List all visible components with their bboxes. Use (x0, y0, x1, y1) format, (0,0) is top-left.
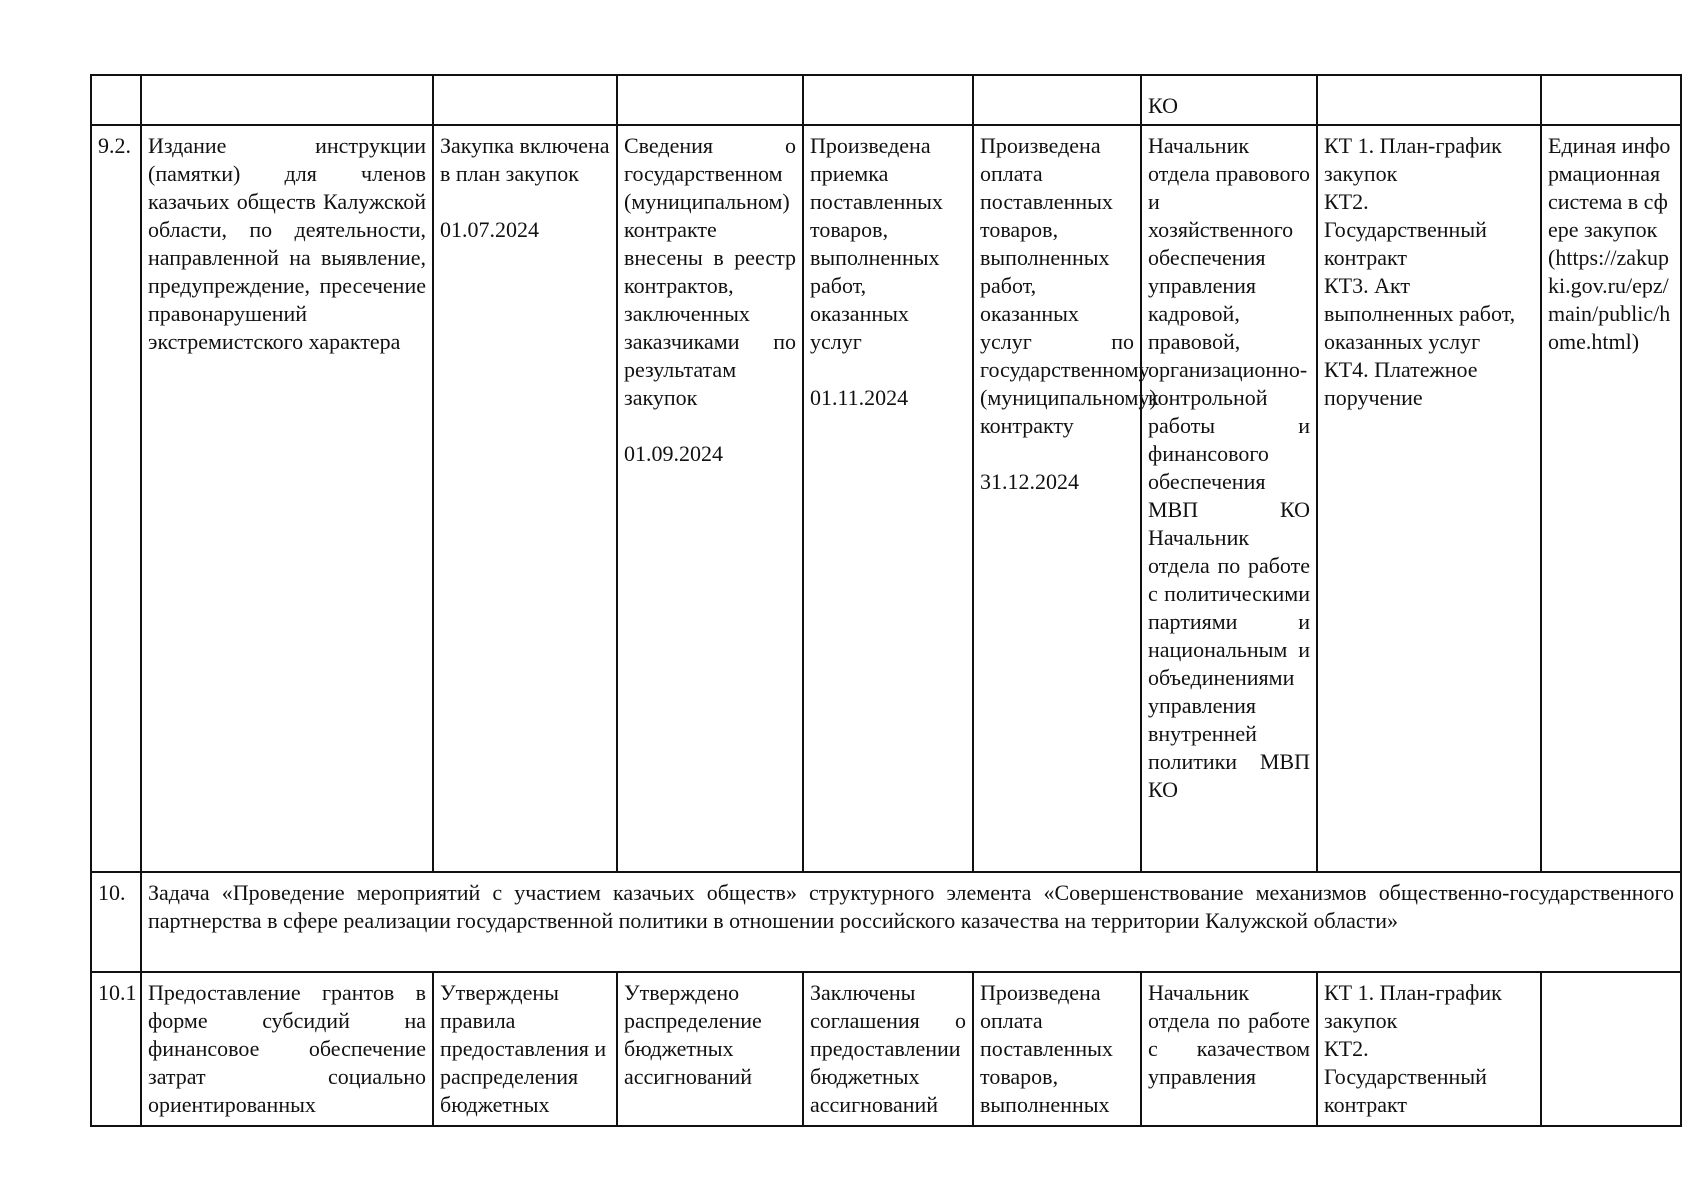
cell-documents: КТ 1. План-график закупок КТ2. Государственный контракт (1317, 972, 1541, 1126)
cell-info-system: Единая информационная система в сфере закупок (https://zakupki.gov.ru/epz/main/public/home.html) (1541, 125, 1681, 872)
cell-kt1 (433, 125, 617, 872)
responsible-person-1: Начальник отдела правового и хозяйственного обеспечения управления кадровой, правовой, организационно-контрольной работы и финансового обеспечения МВП КО (1148, 133, 1310, 522)
checkpoint-3-date: 01.11.2024 (810, 385, 909, 410)
cell-kt3: Заключены соглашения о предоставлении бюджетных ассигнований (803, 972, 973, 1126)
cell-event: Предоставление грантов в форме субсидий на финансовое обеспечение затрат социально ориентированных (141, 972, 433, 1126)
cell-kt2: Утверждено распределение бюджетных ассигнований (617, 972, 803, 1126)
cell-responsible: КО (1141, 75, 1317, 125)
cell-kt1: Утверждены правила предоставления и распределения бюджетных (433, 972, 617, 1126)
cell-num: 10. (91, 872, 141, 972)
cell-kt4 (973, 75, 1141, 125)
cell-kt1 (433, 75, 617, 125)
cell-num (91, 75, 141, 125)
cell-kt2 (617, 125, 803, 872)
cell-documents (1317, 75, 1541, 125)
cell-info-system (1541, 75, 1681, 125)
responsible-person-2: Начальник отдела по работе с политическими партиями и национальным и объединениями управления внутренней политики МВП КО (1148, 525, 1310, 802)
cell-kt4 (973, 125, 1157, 872)
cell-num: 10.1 (91, 972, 141, 1126)
cell-kt2 (617, 75, 803, 125)
checkpoint-1-date: 01.07.2024 (440, 217, 539, 242)
cell-responsible: Начальник отдела по работе с казачеством управления (1141, 972, 1317, 1126)
task-description: Задача «Проведение мероприятий с участием казачьих обществ» структурного элемента «Совершенствование механизмов общественно-государственного партнерства в сфере реализации государственной политики в отношении российского казачества на территории Калужской области» (141, 872, 1681, 972)
table-row-10-1 (91, 972, 1681, 1126)
checkpoint-2-text: Сведения о государственном (муниципальном) контракте внесены в реестр контрактов, заключенных заказчиками по результатам закупок (624, 133, 796, 410)
table-row-10 (91, 872, 1681, 972)
cell-event (141, 75, 433, 125)
checkpoint-1-text: Закупка включена в план закупок (440, 133, 610, 186)
cell-kt4: Произведена оплата поставленных товаров, выполненных (973, 972, 1141, 1126)
checkpoint-2-date: 01.09.2024 (624, 441, 723, 466)
table-row-9-2 (91, 125, 1681, 872)
cell-documents: КТ 1. План-график закупок КТ2. Государственный контракт КТ3. Акт выполненных работ, оказанных услуг КТ4. Платежное поручение (1317, 125, 1541, 872)
cell-kt3 (803, 75, 973, 125)
cell-event: Издание инструкции (памятки) для членов казачьих обществ Калужской области, по деятельности, направленной на выявление, предупреждение, пресечение правонарушений экстремистского характера (141, 125, 433, 872)
table-row-continuation (91, 75, 1681, 125)
cell-info-system (1541, 972, 1681, 1126)
checkpoint-3-text: Произведена приемка поставленных товаров, выполненных работ, оказанных услуг (810, 133, 943, 354)
cell-responsible (1141, 125, 1317, 872)
cell-kt3 (803, 125, 973, 872)
events-table (90, 74, 1682, 1127)
cell-num: 9.2. (91, 125, 141, 872)
checkpoint-4-text: Произведена оплата поставленных товаров, выполненных работ, оказанных услуг по государственному (муниципальному) контракту (980, 133, 1157, 438)
checkpoint-4-date: 31.12.2024 (980, 469, 1079, 494)
